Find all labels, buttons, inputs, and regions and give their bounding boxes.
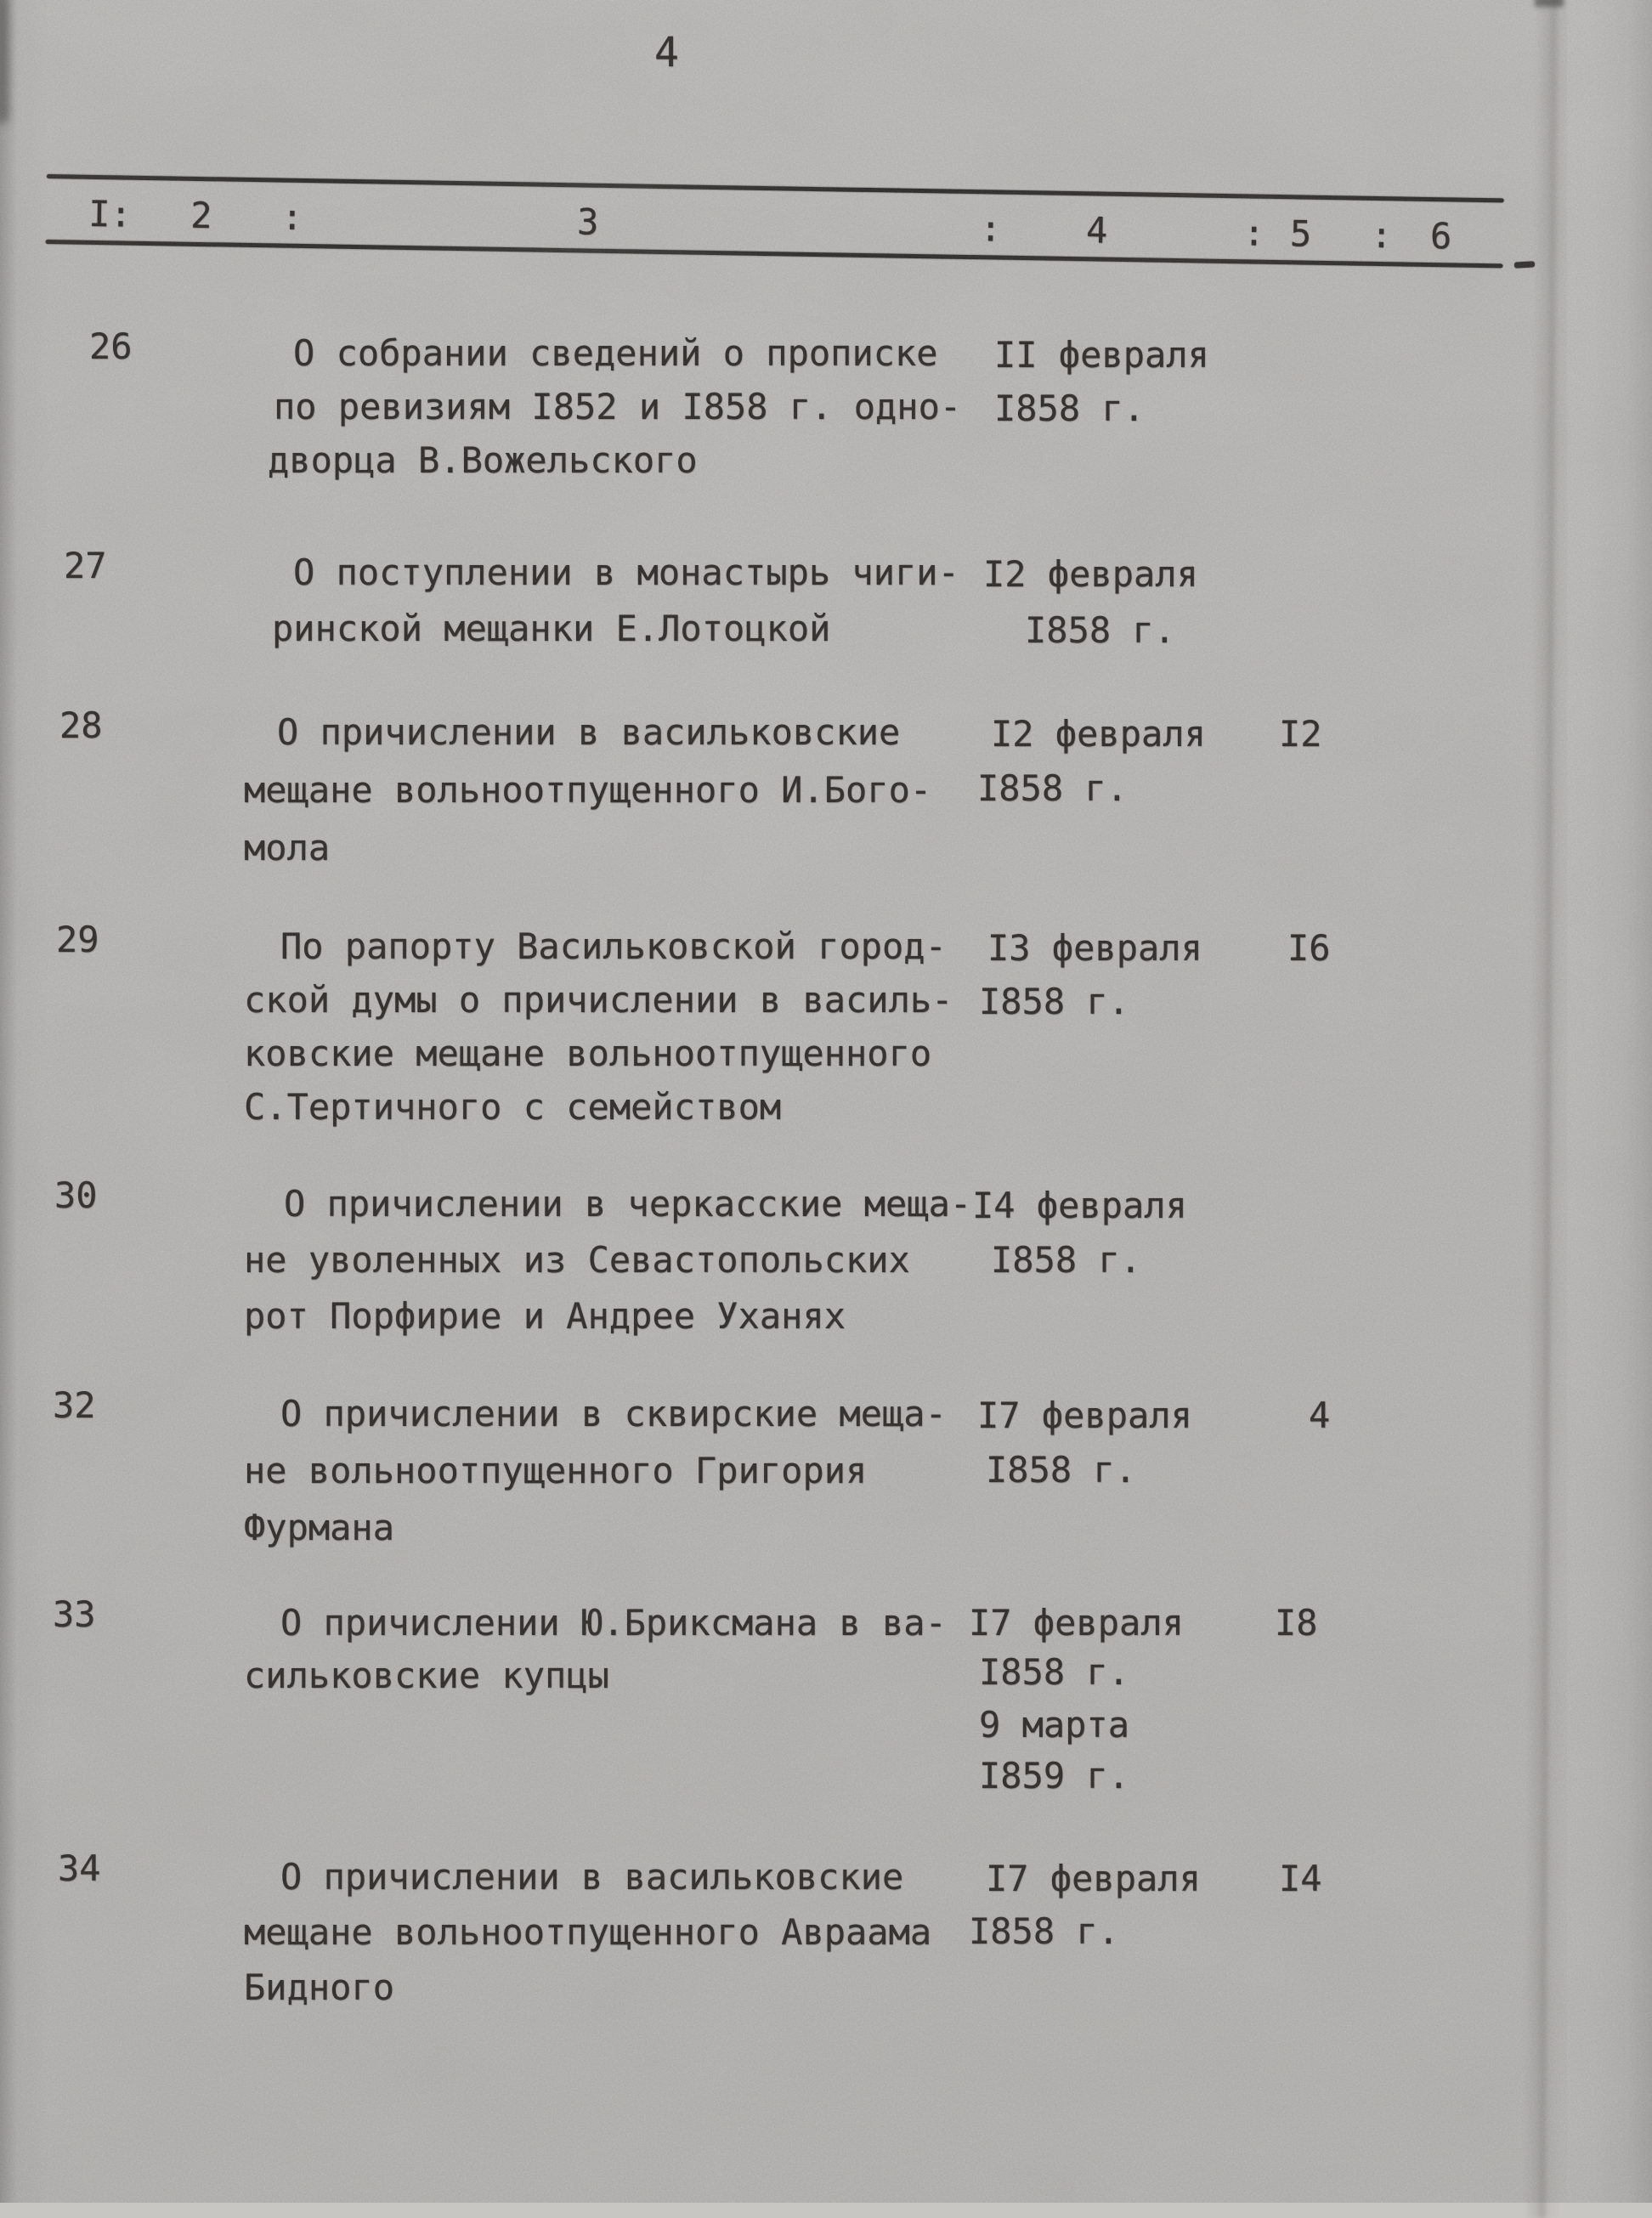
case-sheet-count: I4	[1279, 1858, 1322, 1899]
case-title-line: Фурмана	[244, 1507, 395, 1548]
case-date-line: I858 г.	[994, 388, 1146, 429]
case-date-line: I7 февраля	[986, 1858, 1201, 1899]
case-title-line: сильковские купцы	[244, 1655, 609, 1696]
case-sheet-count: 4	[1309, 1395, 1331, 1436]
case-title-line: рот Порфирие и Андрее Уханях	[244, 1295, 846, 1337]
case-title-line: по ревизиям I852 и I858 г. одно-	[274, 386, 962, 427]
case-date-line: I2 февраля	[991, 713, 1206, 755]
table-row-case-number: 30	[54, 1174, 98, 1216]
case-title-line: ковские мещане вольноотпущенного	[244, 1033, 932, 1074]
table-row-case-number: 28	[59, 704, 103, 746]
case-title-line: С.Тертичного с семейством	[244, 1086, 782, 1128]
case-title-line: О собрании сведений о прописке	[293, 332, 938, 374]
column-separator: :	[280, 195, 303, 239]
column-separator: :	[979, 207, 1002, 250]
table-header-band	[46, 174, 1504, 269]
case-title-line: По рапорту Васильковской город-	[280, 925, 947, 967]
case-date-line: I858 г.	[969, 1910, 1120, 1952]
case-sheet-count: I2	[1279, 713, 1322, 755]
column-header-2: 2	[190, 194, 212, 237]
column-header-1: I:	[88, 192, 133, 235]
case-title-line: мещане вольноотпущенного И.Бого-	[244, 769, 932, 811]
column-separator: :	[1242, 212, 1265, 254]
column-header-3: 3	[576, 201, 599, 243]
table-row-case-number: 33	[53, 1593, 96, 1635]
top-left-dark-mark	[0, 0, 8, 122]
case-date-line: I858 г.	[1025, 609, 1176, 651]
case-date-line: I859 г.	[979, 1755, 1130, 1796]
page-left-edge-shadow	[0, 0, 17, 2203]
stray-dash-mark	[1514, 261, 1535, 268]
case-date-line: I858 г.	[991, 1239, 1142, 1281]
case-date-line: I4 февраля	[972, 1185, 1187, 1226]
table-row-case-number: 29	[56, 919, 99, 960]
case-sheet-count: I6	[1287, 927, 1331, 969]
case-date-line: 9 марта	[979, 1704, 1130, 1746]
case-title-line: не уволенных из Севастопольских	[244, 1239, 910, 1281]
case-title-line: не вольноотпущенного Григория	[244, 1450, 868, 1491]
column-header-5: 5	[1289, 212, 1312, 255]
case-date-line: I7 февраля	[969, 1602, 1184, 1644]
case-title-line: мещане вольноотпущенного Авраама	[244, 1911, 932, 1953]
paper-fold-crease	[1523, 0, 1572, 2218]
case-date-line: I2 февраля	[983, 553, 1198, 595]
case-date-line: II февраля	[994, 334, 1209, 376]
case-date-line: I3 февраля	[987, 927, 1202, 969]
case-title-line: О поступлении в монастырь чиги-	[293, 552, 959, 593]
case-date-line: I7 февраля	[977, 1395, 1192, 1436]
case-title-line: О причислении в васильковские	[280, 1856, 904, 1898]
case-date-line: I858 г.	[977, 767, 1129, 809]
case-title-line: ринской мещанки Е.Лотоцкой	[272, 608, 831, 649]
case-title-line: О причислении Ю.Бриксмана в ва-	[280, 1602, 947, 1644]
case-date-line: I858 г.	[979, 1651, 1130, 1693]
case-title-line: О причислении в сквирские меща-	[280, 1393, 947, 1434]
table-row-case-number: 34	[58, 1847, 101, 1889]
top-right-dark-mark	[1535, 0, 1564, 7]
page-number: 4	[654, 29, 679, 76]
header-rule-top	[47, 174, 1504, 202]
case-title-line: О причислении в васильковские	[277, 711, 901, 753]
table-row-case-number: 32	[53, 1384, 96, 1426]
case-title-line: Бидного	[244, 1966, 395, 2008]
column-separator: :	[1370, 213, 1393, 257]
column-header-4: 4	[1085, 209, 1108, 252]
case-title-line: мола	[244, 827, 331, 869]
case-date-line: I858 г.	[979, 981, 1130, 1022]
case-title-line: дворца В.Вожельского	[268, 439, 698, 481]
table-row-case-number: 27	[64, 545, 107, 586]
header-rule-bottom	[46, 240, 1503, 268]
table-row-case-number: 26	[89, 325, 133, 367]
case-title-line: ской думы о причислении в василь-	[244, 979, 953, 1021]
column-header-6: 6	[1429, 215, 1452, 257]
case-title-line: О причислении в черкасские меща-	[284, 1183, 972, 1225]
paper-fold-highlight	[1567, 0, 1652, 2203]
case-sheet-count: I8	[1275, 1602, 1318, 1644]
case-date-line: I858 г.	[986, 1449, 1137, 1491]
